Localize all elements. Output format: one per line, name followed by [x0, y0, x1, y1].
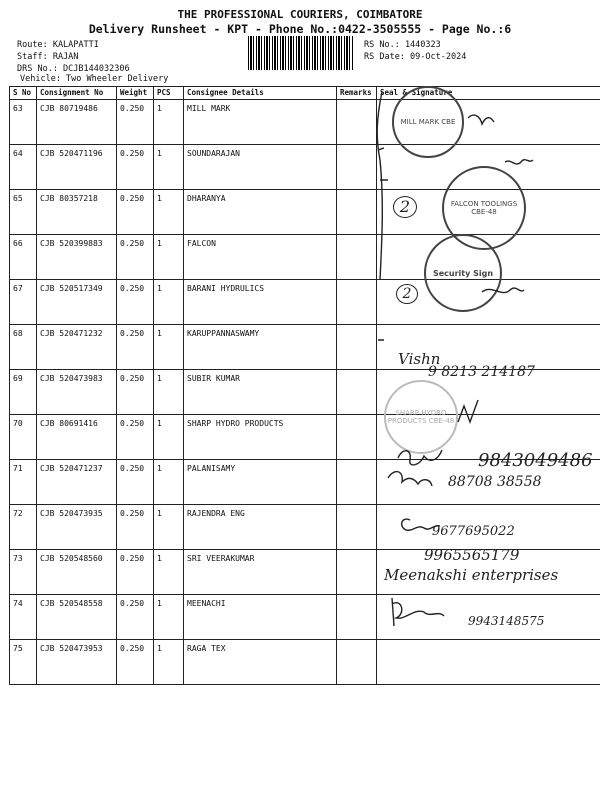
consignee-name: SRI VEERAKUMAR — [184, 550, 337, 595]
pcs-value: 1 — [154, 460, 184, 505]
serial-number: 75 — [10, 640, 37, 685]
consignee-name: PALANISAMY — [184, 460, 337, 505]
remarks-cell — [337, 640, 377, 685]
serial-number: 71 — [10, 460, 37, 505]
pcs-value: 1 — [154, 145, 184, 190]
remarks-cell — [337, 460, 377, 505]
serial-number: 70 — [10, 415, 37, 460]
handwritten-phone-row71: 9843049486 — [478, 450, 593, 471]
remarks-cell — [337, 550, 377, 595]
consignment-number: CJB 80719486 — [37, 100, 117, 145]
consignee-name: MEENACHI — [184, 595, 337, 640]
pcs-value: 1 — [154, 640, 184, 685]
table-row — [10, 235, 600, 280]
remarks-cell — [337, 190, 377, 235]
remarks-cell — [337, 100, 377, 145]
consignee-name: SHARP HYDRO PRODUCTS — [184, 415, 337, 460]
consignment-number: CJB 520517349 — [37, 280, 117, 325]
weight-value: 0.250 — [117, 100, 154, 145]
weight-value: 0.250 — [117, 460, 154, 505]
weight-value: 0.250 — [117, 235, 154, 280]
consignee-name: KARUPPANNASWAMY — [184, 325, 337, 370]
weight-value: 0.250 — [117, 415, 154, 460]
col-header-consignee: Consignee Details — [184, 87, 337, 100]
col-header-sno: S No — [10, 87, 37, 100]
col-header-remarks: Remarks — [337, 87, 377, 100]
handwritten-phone-row72: 88708 38558 — [448, 474, 542, 490]
handwritten-note-row74: Meenakshi enterprises — [384, 566, 559, 584]
consignee-name: RAGA TEX — [184, 640, 337, 685]
consignee-name: SUBIR KUMAR — [184, 370, 337, 415]
consignment-number: CJB 520471232 — [37, 325, 117, 370]
consignment-number: CJB 520471237 — [37, 460, 117, 505]
weight-value: 0.250 — [117, 190, 154, 235]
consignee-name: SOUNDARAJAN — [184, 145, 337, 190]
weight-value: 0.250 — [117, 325, 154, 370]
remarks-cell — [337, 505, 377, 550]
serial-number: 63 — [10, 100, 37, 145]
consignment-number: CJB 520548560 — [37, 550, 117, 595]
signature-cell — [377, 640, 600, 685]
consignee-name: BARANI HYDRULICS — [184, 280, 337, 325]
stamp-sharp-hydro: SHARP HYDRO PRODUCTS CBE-48 — [384, 380, 458, 454]
stamp-falcon: FALCON TOOLINGS CBE-48 — [442, 166, 526, 250]
weight-value: 0.250 — [117, 370, 154, 415]
consignee-name: MILL MARK — [184, 100, 337, 145]
pcs-value: 1 — [154, 325, 184, 370]
consignment-number: CJB 520471196 — [37, 145, 117, 190]
pcs-value: 1 — [154, 280, 184, 325]
serial-number: 65 — [10, 190, 37, 235]
pcs-value: 1 — [154, 235, 184, 280]
remarks-cell — [337, 595, 377, 640]
col-header-consignment: Consignment No — [37, 87, 117, 100]
stamp-security-sign: Security Sign — [424, 234, 502, 312]
runsheet-subtitle: Delivery Runsheet - KPT - Phone No.:0422-3505555 - Page No.:6 — [88, 22, 512, 36]
serial-number: 64 — [10, 145, 37, 190]
stamp-mill-mark: MILL MARK CBE — [392, 86, 464, 158]
col-header-pcs: PCS — [154, 87, 184, 100]
handwritten-phone-row75: 9943148575 — [468, 614, 545, 628]
barcode-image — [248, 36, 354, 70]
weight-value: 0.250 — [117, 595, 154, 640]
route-label: Route: KALAPATTI — [17, 40, 99, 50]
serial-number: 66 — [10, 235, 37, 280]
circled-two-b: 2 — [396, 284, 418, 304]
consignment-number: CJB 80357218 — [37, 190, 117, 235]
pcs-value: 1 — [154, 415, 184, 460]
circled-two-a: 2 — [393, 196, 417, 218]
remarks-cell — [337, 235, 377, 280]
consignment-number: CJB 520473983 — [37, 370, 117, 415]
vehicle-label: Vehicle: Two Wheeler Delivery — [20, 74, 169, 84]
handwritten-phone-row73: 9677695022 — [432, 524, 515, 539]
serial-number: 69 — [10, 370, 37, 415]
serial-number: 74 — [10, 595, 37, 640]
weight-value: 0.250 — [117, 640, 154, 685]
weight-value: 0.250 — [117, 550, 154, 595]
pcs-value: 1 — [154, 100, 184, 145]
serial-number: 67 — [10, 280, 37, 325]
pcs-value: 1 — [154, 595, 184, 640]
rs-number: RS No.: 1440323 — [364, 40, 441, 50]
handwritten-phone-row69: 9 8213 214187 — [428, 364, 535, 380]
table-header-row — [10, 87, 600, 100]
col-header-weight: Weight — [117, 87, 154, 100]
serial-number: 72 — [10, 505, 37, 550]
handwritten-phone-row74: 9965565179 — [424, 546, 520, 564]
consignee-name: RAJENDRA ENG — [184, 505, 337, 550]
remarks-cell — [337, 325, 377, 370]
col-header-signature: Seal & Signature — [377, 87, 600, 100]
serial-number: 73 — [10, 550, 37, 595]
weight-value: 0.250 — [117, 145, 154, 190]
company-title: THE PROFESSIONAL COURIERS, COIMBATORE — [177, 8, 423, 21]
consignment-number: CJB 520473935 — [37, 505, 117, 550]
weight-value: 0.250 — [117, 280, 154, 325]
pcs-value: 1 — [154, 370, 184, 415]
table-row — [10, 640, 600, 685]
remarks-cell — [337, 280, 377, 325]
consignment-number: CJB 80691416 — [37, 415, 117, 460]
drs-number: DRS No.: DCJB144032306 — [17, 64, 130, 74]
table-row — [10, 325, 600, 370]
rs-date: RS Date: 09-Oct-2024 — [364, 52, 467, 62]
consignment-number: CJB 520473953 — [37, 640, 117, 685]
staff-label: Staff: RAJAN — [17, 52, 79, 62]
remarks-cell — [337, 145, 377, 190]
table-row — [10, 280, 600, 325]
pcs-value: 1 — [154, 190, 184, 235]
consignment-number: CJB 520548558 — [37, 595, 117, 640]
consignee-name: FALCON — [184, 235, 337, 280]
weight-value: 0.250 — [117, 505, 154, 550]
remarks-cell — [337, 415, 377, 460]
table-row — [10, 100, 600, 145]
pcs-value: 1 — [154, 505, 184, 550]
consignment-number: CJB 520399883 — [37, 235, 117, 280]
remarks-cell — [337, 370, 377, 415]
consignee-name: DHARANYA — [184, 190, 337, 235]
pcs-value: 1 — [154, 550, 184, 595]
serial-number: 68 — [10, 325, 37, 370]
handwritten-name-row69: Vishn — [398, 350, 441, 368]
